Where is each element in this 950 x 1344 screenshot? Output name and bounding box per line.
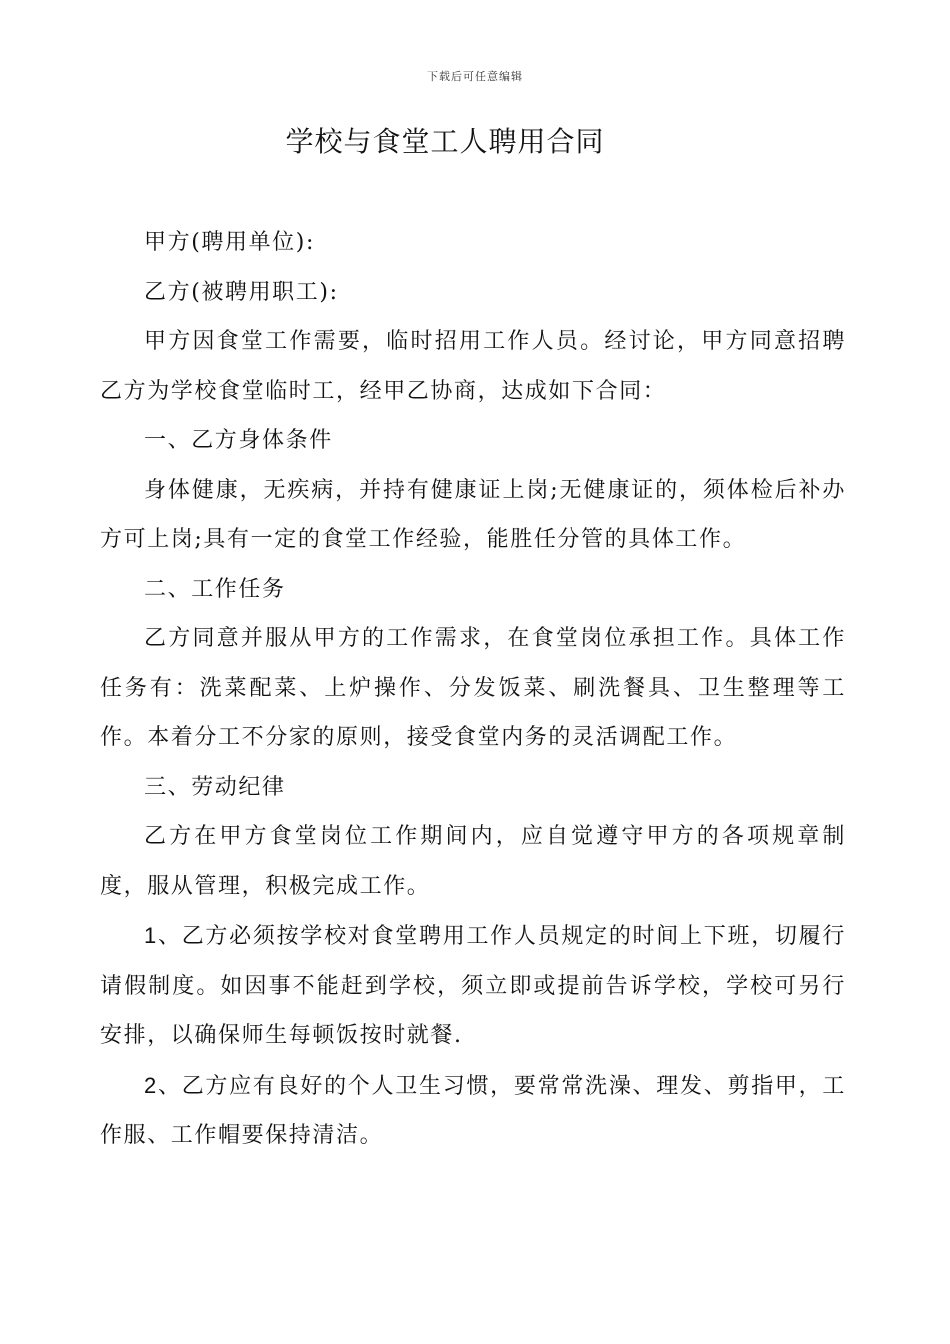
intro-paragraph: 甲方因食堂工作需要，临时招用工作人员。经讨论，甲方同意招聘乙方为学校食堂临时工，经甲乙协商，达成如下合同： <box>100 329 846 404</box>
rule-number-2: 2 <box>144 1072 158 1098</box>
section-heading-2: 二、工作任务 <box>144 576 286 602</box>
header-note: 下载后可任意编辑 <box>427 70 523 83</box>
contract-body <box>100 218 846 1161</box>
rule-item-2 <box>100 1061 846 1161</box>
document-title: 学校与食堂工人聘用合同 <box>285 125 605 158</box>
section-heading-1: 一、乙方身体条件 <box>144 428 333 453</box>
section-text-2: 乙方同意并服从甲方的工作需求，在食堂岗位承担工作。具体工作任务有：洗菜配菜、上炉操作、分发饭菜、刷洗餐具、卫生整理等工作。本着分工不分家的原则，接受食堂内务的灵活调配工作。 <box>100 626 846 750</box>
party-b-field: 乙方(被聘用职工): <box>144 279 339 305</box>
rule-text-1: 、乙方必须按学校对食堂聘用工作人员规定的时间上下班，切履行请假制度。如因事不能赶到学校，须立即或提前告诉学校，学校可另行安排，以确保师生每顿饭按时就餐. <box>100 924 846 1048</box>
rule-number-1: 1 <box>144 923 158 948</box>
section-text-3: 乙方在甲方食堂岗位工作期间内，应自觉遵守甲方的各项规章制度，服从管理，积极完成工作。 <box>100 824 846 899</box>
rule-item-1 <box>100 911 846 1061</box>
party-a-field: 甲方(聘用单位): <box>144 230 315 255</box>
rule-text-2: 、乙方应有良好的个人卫生习惯，要常常洗澡、理发、剪指甲，工作服、工作帽要保持清洁。 <box>100 1073 846 1148</box>
section-text-1: 身体健康，无疾病，并持有健康证上岗;无健康证的，须体检后补办方可上岗;具有一定的食堂工作经验，能胜任分管的具体工作。 <box>100 477 846 552</box>
section-heading-3: 三、劳动纪律 <box>144 774 286 800</box>
